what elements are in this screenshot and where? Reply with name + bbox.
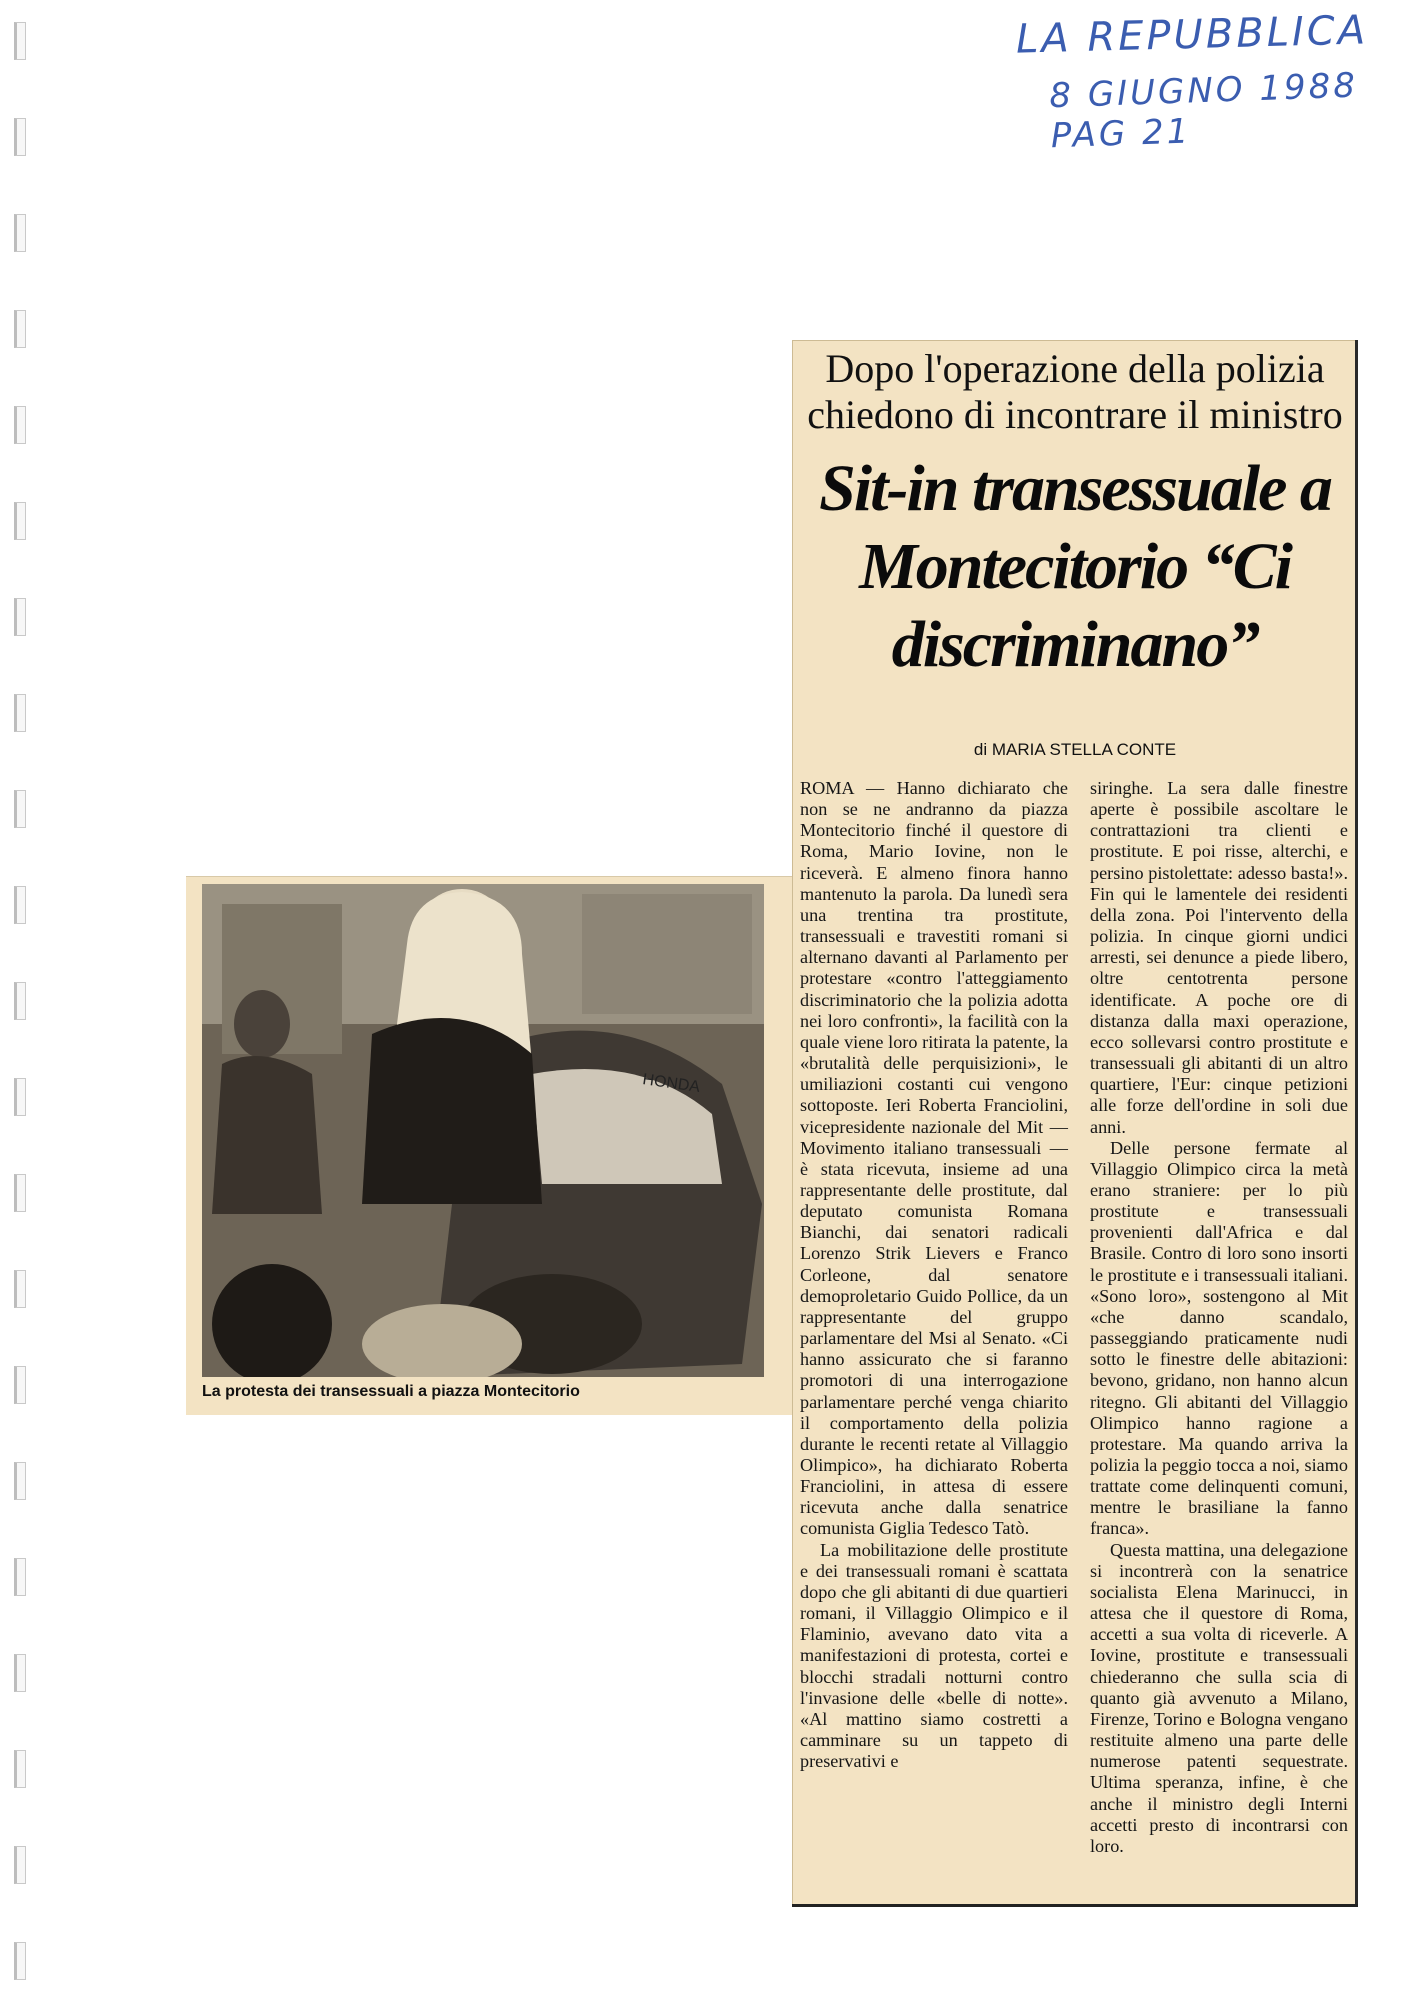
photo-illustration [202, 884, 764, 1377]
clipping-edge-shadow [792, 1904, 1358, 1907]
article-kicker: Dopo l'operazione della polizia chiedono di incontrare il ministro [807, 346, 1343, 437]
binder-hole [14, 1174, 26, 1212]
paragraph: La mobilitazione delle prostitute e dei transessuali romani è scattata dopo che gli abitanti di due quartieri romani, il Villaggio Olimpico e il Flaminio, avevano dato vita a manifestazioni di protesta, cortei e blocchi stradali notturni contro l'invasione delle «belle di notte». «Al mattino siamo costretti a camminare su un tappeto di preservativi e [800, 1539, 1068, 1772]
paragraph: siringhe. La sera dalle finestre aperte è possibile ascoltare le contrattazioni tra clienti e prostitute. E poi risse, alterchi, e persino pistolettate: adesso basta!». Fin qui le lamentele dei residenti della zona. Poi l'intervento della polizia. In cinque giorni undici arresti, sei denunce a piede libero, oltre centotrenta persone identificate. A poche ore di distanza dalla maxi operazione, ecco sollevarsi contro prostitute e transessuali gli abitanti di un altro quartiere, l'Eur: cinque petizioni alle forze dell'ordine in soli due anni. [1090, 778, 1348, 1137]
handwritten-source-note [1010, 7, 1410, 157]
binder-hole [14, 598, 26, 636]
binder-hole [14, 1366, 26, 1404]
binder-hole [14, 790, 26, 828]
article-column-1 [800, 778, 1068, 1772]
handwritten-line-1: LA REPUBBLICA [1015, 7, 1369, 63]
article-headline: Sit-in transessuale a Montecitorio “Ci discriminano” [819, 452, 1331, 681]
binder-hole [14, 982, 26, 1020]
paragraph: ROMA — Hanno dichiarato che non se ne andranno da piazza Montecitorio finché il questore di Roma, Mario Iovine, non le riceverà. E almeno finora hanno mantenuto la parola. Da lunedì sera una trentina tra prostitute, transessuali e travestiti romani si alternano davanti al Parlamento per protestare «contro l'atteggiamento discriminatorio che la polizia adotta nei loro confronti», la facilità con la quale viene loro ritirata la patente, la «brutalità delle perquisizioni», le umiliazioni costanti cui vengono sottoposte. Ieri Roberta Franciolini, vicepresidente nazionale del Mit — Movimento italiano transessuali — è stata ricevuta, insieme ad una rappresentante delle prostitute, dal deputato comunista Romana Bianchi, dai senatori radicali Lorenzo Strik Lievers e Franco Corleone, dal senatore demoproletario Guido Pollice, da un rappresentante del gruppo parlamentare del Msi al Senato. «Ci hanno assicurato che si faranno promotori di una interrogazione parlamentare perché venga chiarito il comportamento della polizia durante le recenti retate al Villaggio Olimpico», ha dichiarato Roberta Franciolini, in attesa di essere ricevuta anche dalla senatrice comunista Giglia Tedesco Tatò. [800, 778, 1068, 1539]
binder-hole [14, 1462, 26, 1500]
binder-hole [14, 694, 26, 732]
binder-hole [14, 310, 26, 348]
binder-hole [14, 886, 26, 924]
binder-hole [14, 1942, 26, 1980]
binder-hole [14, 118, 26, 156]
paragraph: Questa mattina, una delegazione si incontrerà con la senatrice socialista Elena Marinucci, in attesa che il questore di Roma, accetti a sua volta di riceverle. A Iovine, prostitute e transessuali chiederanno che sulla scia di quanto già avvenuto a Milano, Firenze, Torino e Bologna vengano restituite almeno una parte delle numerose patenti sequestrate. Ultima speranza, infine, è che anche il ministro degli Interni accetti presto di incontrarsi con loro. [1090, 1539, 1348, 1856]
binder-hole [14, 1654, 26, 1692]
binder-hole [14, 1750, 26, 1788]
binder-hole [14, 1078, 26, 1116]
binder-hole [14, 406, 26, 444]
photo-caption: La protesta dei transessuali a piazza Montecitorio [202, 1383, 580, 1400]
motorcycle-brand-text: HONDA [641, 1071, 702, 1097]
article-column-2 [1090, 778, 1348, 1857]
binder-hole [14, 1270, 26, 1308]
handwritten-line-2: 8 GIUGNO 1988 PAG 21 [1048, 65, 1359, 157]
protest-photo [202, 884, 764, 1377]
article-byline: di MARIA STELLA CONTE [973, 740, 1177, 759]
binder-hole [14, 1558, 26, 1596]
binder-hole [14, 1846, 26, 1884]
binder-hole [14, 502, 26, 540]
binder-hole [14, 214, 26, 252]
paragraph: Delle persone fermate al Villaggio Olimpico circa la metà erano straniere: per lo più prostitute e transessuali provenienti dall'Africa e dal Brasile. Contro di loro sono insorti le prostitute e i transessuali italiani. «Sono loro», sostengono al Mit «che danno scandalo, passeggiando praticamente nudi sotto le finestre delle abitazioni: bevono, gridano, non hanno alcun ritegno. Gli abitanti del Villaggio Olimpico hanno ragione a protestare. Ma quando arriva la polizia la peggio tocca a noi, siamo trattate come delinquenti comuni, mentre le brasiliane la fanno franca». [1090, 1137, 1348, 1539]
binder-hole [14, 22, 26, 60]
